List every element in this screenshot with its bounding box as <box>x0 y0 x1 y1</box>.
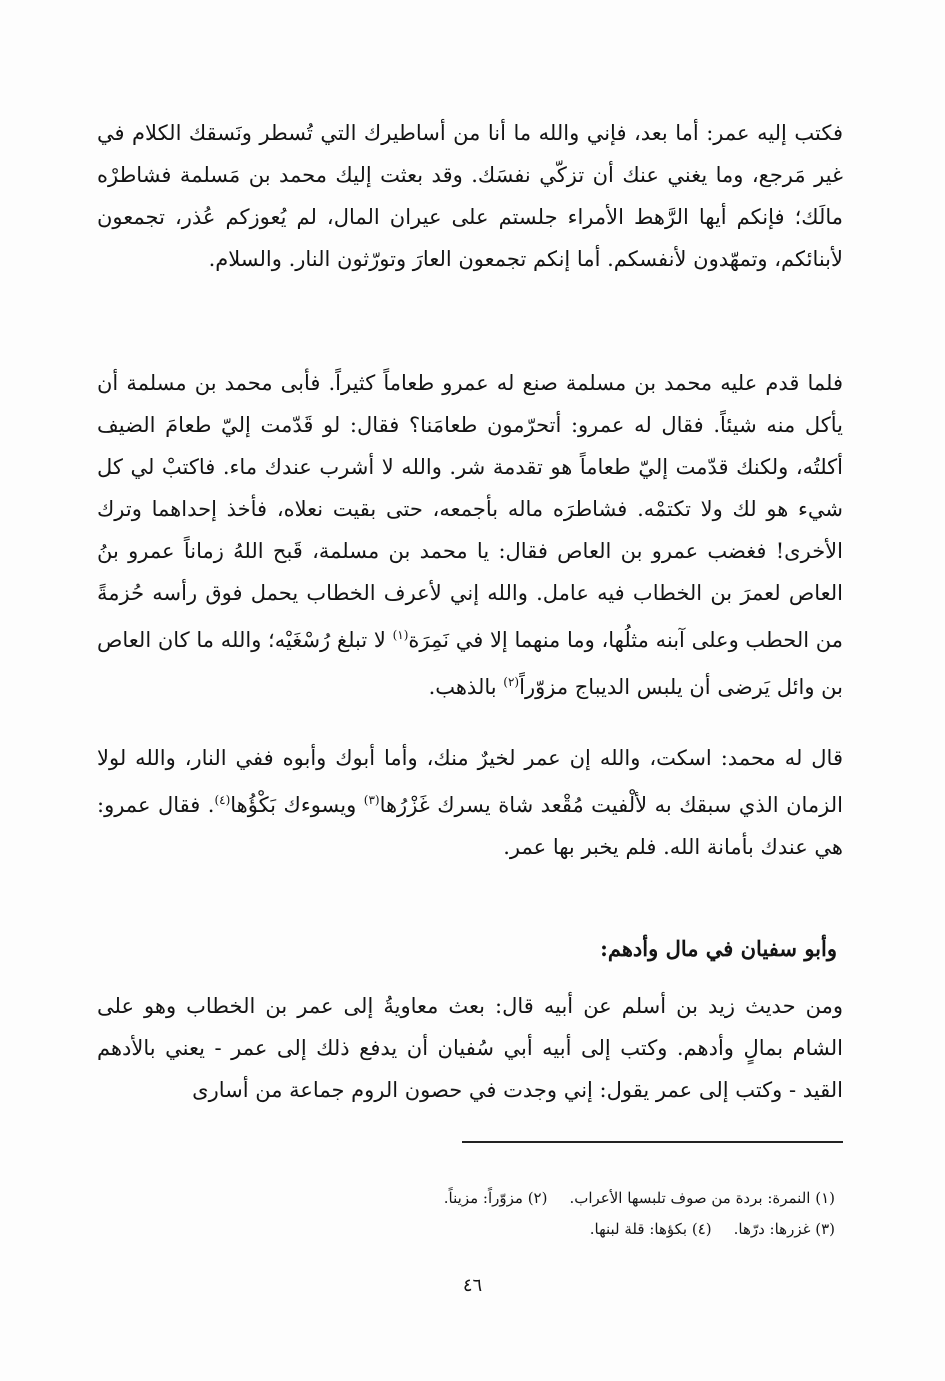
paragraph-text <box>97 737 843 868</box>
footnote-row <box>315 1183 835 1214</box>
paragraph-text <box>97 362 843 708</box>
paragraph-segment: بالذهب. <box>428 675 504 699</box>
paragraph-segment: . فقال عمرو: هي عندك بأمانة الله. فلم يخبر بها عمر. <box>97 793 843 859</box>
footnote-marker-1[interactable]: (١) <box>392 628 409 642</box>
paragraph-segment: ويسوءك بَكْؤُها <box>230 793 364 817</box>
paragraph-muhammad-visit <box>97 362 843 708</box>
footnote-1: (١) النمرة: بردة من صوف تلبسها الأعراب. <box>569 1189 835 1207</box>
footnote-4: (٤) بكؤها: قلة لبنها. <box>589 1220 712 1238</box>
page-number: ٤٦ <box>462 1275 483 1296</box>
footnote-marker-4[interactable]: (٤) <box>214 793 231 807</box>
paragraph-segment: فلما قدم عليه محمد بن مسلمة صنع له عمرو طعاماً كثيراً. فأبى محمد بن مسلمة أن يأكل منه شيئاً. فقال له عمرو: أتحرّمون طعامَنا؟ فقال: لو قَدّمت إليّ طعامَ الضيف أكلتُه، ولكنك قدّمت إليّ طعاماً هو تقدمة شر. والله لا أشرب عندك ماء. فاكتبْ لي كل شيء هو لك ولا تكتمْه. فشاطرَه ماله بأجمعه، حتى بقيت نعلاه، فأخذ إحداهما وترك الأخرى! فغضب عمرو بن العاص فقال: يا محمد بن مسلمة، قَبح اللهُ زماناً عمرو بنُ العاص لعمرَ بن الخطاب فيه عامل. والله إني لأعرف الخطاب يحمل فوق رأسه حُزمةً من الحطب وعلى آبنه مثلُها، وما منهما إلا في نَمِرَة <box>97 371 843 652</box>
footnote-marker-2[interactable]: (٢) <box>503 675 520 689</box>
paragraph-segment: لا تبلغ رُسْغَيْه؛ والله ما كان العاص بن وائل يَرضى أن يلبس الديباج مزوّراً <box>97 628 843 699</box>
footnote-row <box>315 1214 835 1245</box>
footnote-marker-3[interactable]: (٣) <box>363 793 380 807</box>
footnote-3: (٣) غزرها: درّها. <box>733 1220 835 1238</box>
paragraph-abu-sufyan <box>97 985 843 1111</box>
paragraph-segment: قال له محمد: اسكت، والله إن عمر لخيرٌ منك، وأما أبوك وأبوه ففي النار، والله لولا الزمان الذي سبقك به لألْفيت مُقْعد شاة يسرك غَزْرُها <box>97 746 843 817</box>
section-heading: وأبو سفيان في مال وأدهم: <box>600 936 837 961</box>
paragraph-text: فكتب إليه عمر: أما بعد، فإني والله ما أنا من أساطيرك التي تُسطر ونَسقك الكلام في غير مَرجع، وما يغني عنك أن تزكّي نفسَك. وقد بعثت إليك محمد بن مَسلمة فشاطرْه مالَك؛ فإنكم أيها الرَّهط الأمراء جلستم على عيران المال، لم يُعوزكم عُذر، تجمعون لأبنائكم، وتمهّدون لأنفسكم. أما إنكم تجمعون العارَ وتورّثون النار. والسلام. <box>97 121 843 271</box>
paragraph-text: ومن حديث زيد بن أسلم عن أبيه قال: بعث معاويةُ إلى عمر بن الخطاب وهو على الشام بمالٍ وأدهم. وكتب إلى أبيه أبي سُفيان أن يدفع ذلك إلى عمر - يعني بالأدهم القيد - وكتب إلى عمر يقول: إني وجدت في حصون الروم جماعة من أسارى <box>97 994 844 1102</box>
paragraph-muhammad-reply <box>97 737 843 868</box>
footnote-2: (٢) مزوّراً: مزيناً. <box>443 1189 548 1207</box>
footnote-separator <box>462 1141 843 1143</box>
paragraph-umar-letter <box>97 112 843 280</box>
footnotes <box>315 1183 835 1245</box>
